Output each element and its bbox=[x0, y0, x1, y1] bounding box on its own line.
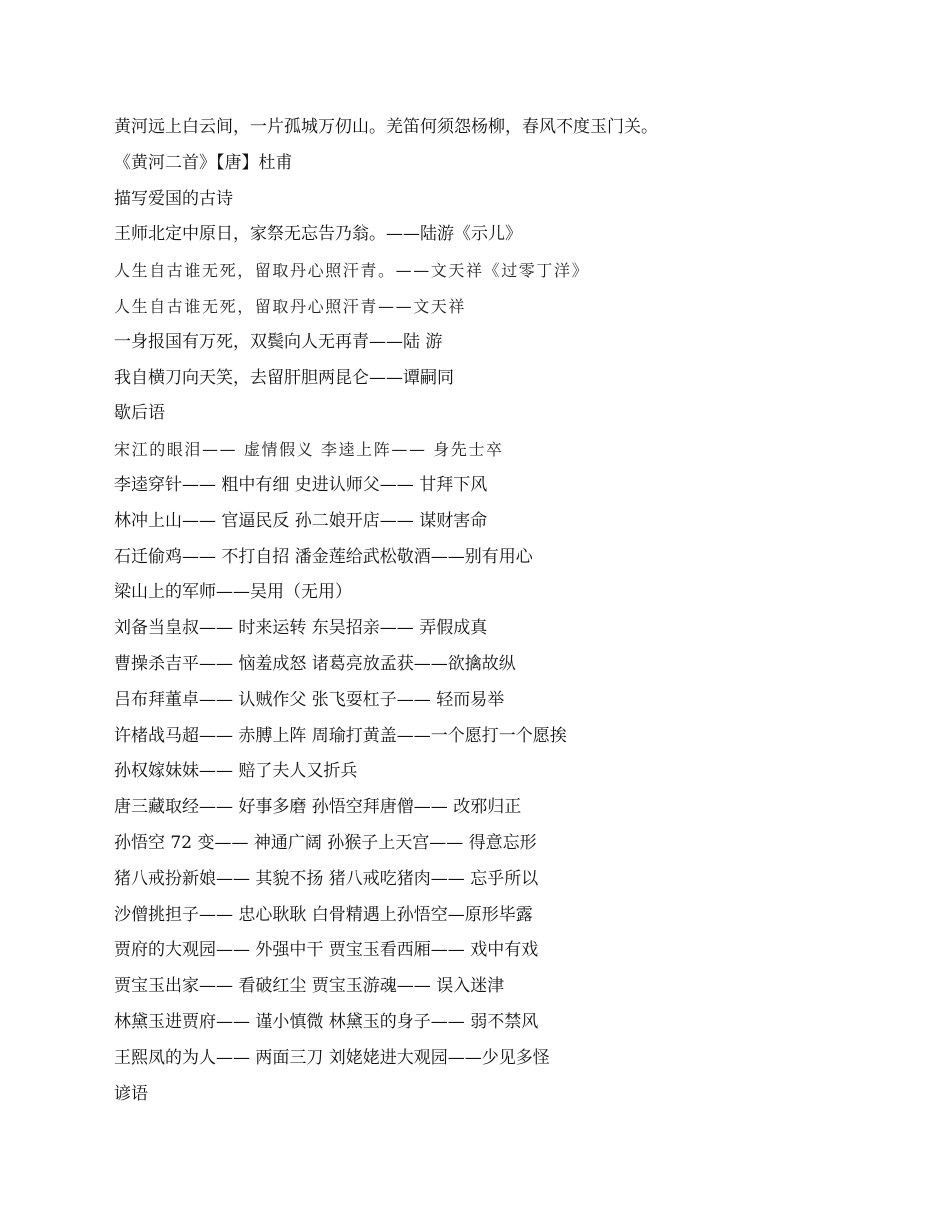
section-heading-xiehouyu: 歇后语 bbox=[114, 403, 165, 424]
xiehouyu-line: 李逵穿针—— 粗中有细 史进认师父—— 甘拜下风 bbox=[114, 474, 488, 495]
section-heading-patriotic-poems: 描写爱国的古诗 bbox=[114, 188, 233, 209]
xiehouyu-line: 孙悟空 72 变—— 神通广阔 孙猴子上天宫—— 得意忘形 bbox=[114, 832, 537, 853]
quote-line: 一身报国有万死，双鬓向人无再青——陆 游 bbox=[114, 331, 443, 352]
quote-line: 我自横刀向天笑，去留肝胆两昆仑——谭嗣同 bbox=[114, 367, 454, 388]
xiehouyu-line: 贾宝玉出家—— 看破红尘 贾宝玉游魂—— 误入迷津 bbox=[114, 976, 505, 997]
xiehouyu-line: 唐三藏取经—— 好事多磨 孙悟空拜唐僧—— 改邪归正 bbox=[114, 797, 522, 818]
poem-source-line: 《黄河二首》【唐】杜甫 bbox=[114, 152, 293, 173]
xiehouyu-line: 曹操杀吉平—— 恼羞成怒 诸葛亮放孟获——欲擒故纵 bbox=[114, 653, 516, 674]
quote-line: 王师北定中原日，家祭无忘告乃翁。——陆游《示儿》 bbox=[114, 224, 522, 245]
xiehouyu-line: 猪八戒扮新娘—— 其貌不扬 猪八戒吃猪肉—— 忘乎所以 bbox=[114, 868, 539, 889]
xiehouyu-line: 梁山上的军师——吴用（无用） bbox=[114, 582, 352, 603]
poem-line: 黄河远上白云间，一片孤城万仞山。羌笛何须怨杨柳，春风不度玉门关。 bbox=[114, 117, 658, 137]
xiehouyu-line: 林冲上山—— 官逼民反 孙二娘开店—— 谋财害命 bbox=[114, 510, 488, 531]
xiehouyu-line: 沙僧挑担子—— 忠心耿耿 白骨精遇上孙悟空—原形毕露 bbox=[114, 904, 533, 925]
xiehouyu-line: 孙权嫁妹妹—— 赔了夫人又折兵 bbox=[114, 761, 358, 782]
xiehouyu-line: 石迁偷鸡—— 不打自招 潘金莲给武松敬酒——别有用心 bbox=[114, 546, 533, 567]
xiehouyu-line: 王熙凤的为人—— 两面三刀 刘姥姥进大观园——少见多怪 bbox=[114, 1047, 550, 1068]
quote-line: 人生自古谁无死，留取丹心照汗青。——文天祥《过零丁洋》 bbox=[114, 261, 590, 281]
xiehouyu-line: 宋江的眼泪—— 虚情假义 李逵上阵—— 身先士卒 bbox=[114, 440, 504, 460]
xiehouyu-line: 吕布拜董卓—— 认贼作父 张飞耍杠子—— 轻而易举 bbox=[114, 689, 505, 710]
xiehouyu-line: 刘备当皇叔—— 时来运转 东吴招亲—— 弄假成真 bbox=[114, 618, 488, 639]
xiehouyu-line: 贾府的大观园—— 外强中干 贾宝玉看西厢—— 戏中有戏 bbox=[114, 940, 539, 961]
section-heading-proverbs: 谚语 bbox=[114, 1083, 148, 1104]
xiehouyu-line: 许楮战马超—— 赤膊上阵 周瑜打黄盖——一个愿打一个愿挨 bbox=[114, 725, 567, 746]
text-body bbox=[114, 110, 894, 1112]
quote-line: 人生自古谁无死，留取丹心照汗青——文天祥 bbox=[114, 296, 467, 316]
xiehouyu-line: 林黛玉进贾府—— 谨小慎微 林黛玉的身子—— 弱不禁风 bbox=[114, 1011, 539, 1032]
